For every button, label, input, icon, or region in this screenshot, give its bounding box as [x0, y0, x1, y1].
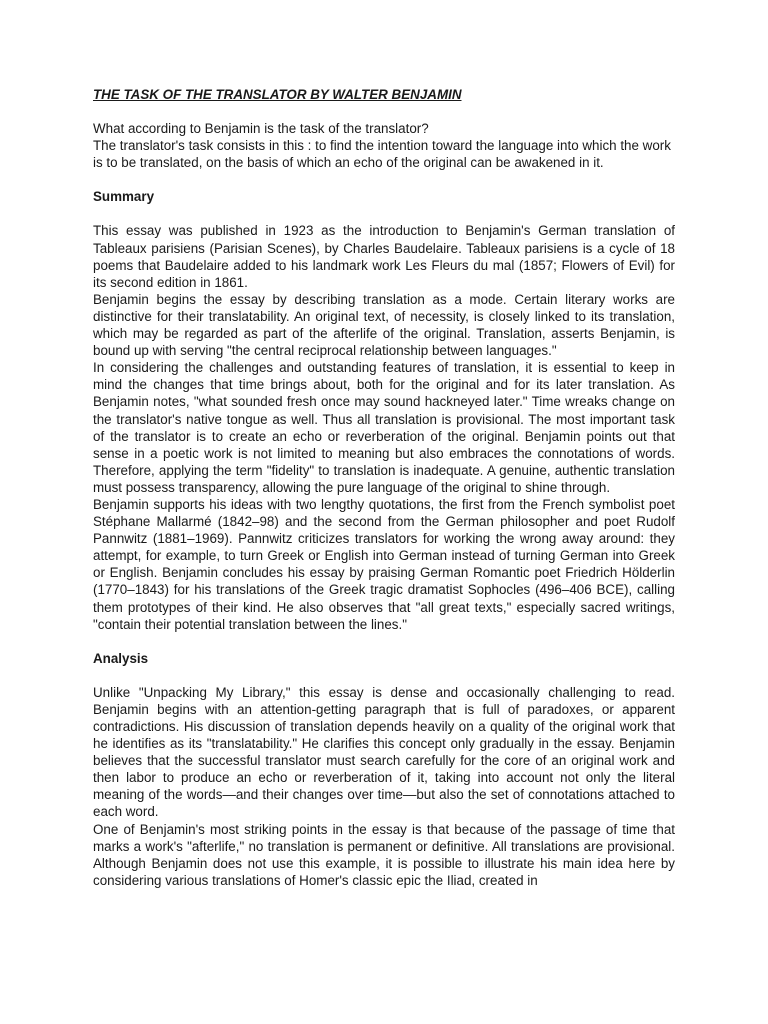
analysis-paragraph: Unlike "Unpacking My Library," this essay is dense and occasionally challenging to read. Benjamin begins with an attention-getting paragraph that is full of paradoxes, or apparent contradictions. His discussion of translation depends heavily on a quality of the original work that he identifies as its "translatability." He clarifies this concept only gradually in the essay. Benjamin believes that the successful translator must search carefully for the core of an original work and then labor to produce an echo or reverberation of it, taking into account not only the literal meaning of the words—and their changes over time—but also the set of connotations attached to each word. [93, 684, 675, 820]
analysis-paragraph: One of Benjamin's most striking points in the essay is that because of the passage of time that marks a work's "afterlife," no translation is permanent or definitive. All translations are provisional. Although Benjamin does not use this example, it is possible to illustrate his main idea here by considering various translations of Homer's classic epic the Iliad, created in [93, 821, 675, 888]
summary-paragraph: In considering the challenges and outstanding features of translation, it is essential to keep in mind the changes that time brings about, both for the original and for its later translation. As Benjamin notes, "what sounded fresh once may sound hackneyed later." Time wreaks change on the translator's native tongue as well. Thus all translation is provisional. The most important task of the translator is to create an echo or reverberation of the original. Benjamin points out that sense in a poetic work is not limited to meaning but also embraces the connotations of words. Therefore, applying the term "fidelity" to translation is inadequate. A genuine, authentic translation must possess transparency, allowing the pure language of the original to shine through. [93, 360, 675, 495]
analysis-heading: Analysis [93, 650, 149, 666]
question-text: What according to Benjamin is the task of the translator? [93, 121, 429, 137]
summary-heading: Summary [93, 189, 155, 205]
summary-paragraph: Benjamin begins the essay by describing translation as a mode. Certain literary works are distinctive for their translatability. An original text, of necessity, is closely linked to its translation, which may be regarded as part of the afterlife of the original. Translation, asserts Benjamin, is bound up with serving "the central reciprocal relationship between languages." [93, 291, 675, 359]
summary-paragraph: Benjamin supports his ideas with two lengthy quotations, the first from the French symbolist poet Stéphane Mallarmé (1842–98) and the second from the German philosopher and poet Rudolf Pannwitz (1881–1969). Pannwitz criticizes translators for working the wrong away around: they attempt, for example, to turn Greek or English into German instead of turning German into Greek or English. Benjamin concludes his essay by praising German Romantic poet Friedrich Hölderlin (1770–1843) for his translations of the Greek tragic dramatist Sophocles (496–406 BCE), calling them prototypes of their kind. He also observes that "all great texts," especially sacred writings, "contain their potential translation between the lines." [93, 496, 675, 632]
answer-text: The translator's task consists in this : to find the intention toward the language into which the work is to be translated, on the basis of which an echo of the original can be awakened in it. [93, 138, 671, 171]
summary-paragraph: This essay was published in 1923 as the introduction to Benjamin's German translation of Tableaux parisiens (Parisian Scenes), by Charles Baudelaire. Tableaux parisiens is a cycle of 18 poems that Baudelaire added to his landmark work Les Fleurs du mal (1857; Flowers of Evil) for its second edition in 1861. [93, 223, 675, 290]
document-title: THE TASK OF THE TRANSLATOR BY WALTER BENJAMIN [93, 87, 462, 102]
document-page [93, 86, 675, 889]
